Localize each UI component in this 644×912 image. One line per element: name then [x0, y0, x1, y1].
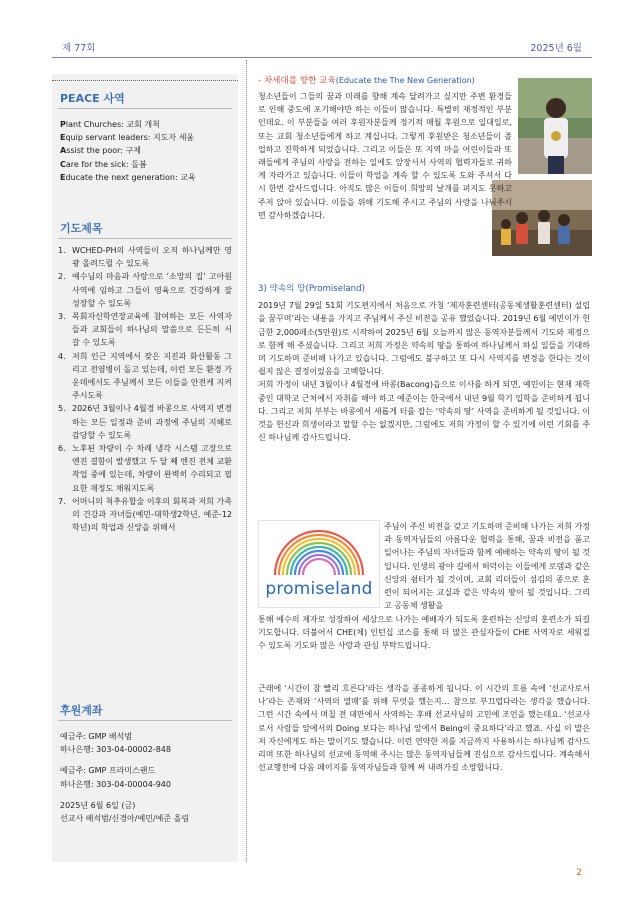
prayer-underline	[58, 238, 232, 239]
prayer-item: 3. 목회자신학연장교육에 참여하는 모든 사역자들과 교회들이 하나님의 말씀으로 든든히 서 갈 수 있도록	[58, 312, 232, 348]
land-paragraph-3-rest: 통해 예수의 제자로 성장하여 세상으로 나가는 예배자가 되도록 훈련하는 신앙의 훈련소가 되길 기도합니다. 더불어서 CHE(체) 인턴십 코스를 통해 더 많은 관심자들이 CHE 사역자로 세워질 수 있도록 기도와 많은 사랑과 관심 부탁드립니다.	[258, 615, 590, 651]
prayer-item: 5. 2026년 3월이나 4월경 바콩으로 사역지 변경하는 모든 일정과 준비 과정에 주님의 지혜로 감당할 수 있도록	[58, 404, 232, 440]
closing-paragraph: 근래에 ‘시간이 참 빨리 흐른다’라는 생각을 종종하게 됩니다. 이 시간의 흐름 속에 ‘선교사로서 나’라는 존재와 ‘사역의 열매’를 위해 무엇을 했는지… 참으로 부끄럽다라는 생각을 했습니다. 그런 시간 속에서 며칠 전 대만에서 사역하는 후배 선교사님의 고민에 조언을 했는데요. ‘선교사로서 사람들 앞에서의 Doing 보다는 하나님 앞에서 Being이 중요하다’라고 했죠. 사실 이 말은 저 자신에게도 하는 말이기도 했습니다. 이런 연약한 저를 지금까지 사용하시는 하나님께 감사드리며 또한 하나님의 선교에 동역해 주시는 많은 동역자님들께 진심으로 감사드립니다. 계속해서 선교행전에 다음 페이지를 동역자님들과 함께 써 내려가길 소망합니다.	[258, 684, 590, 773]
account-number: 하나은행: 303-04-00002-848	[60, 745, 171, 755]
prayer-item: 2. 예수님의 마음과 사랑으로 ‘소망의 집’ 고아원 사역에 임하고 그들이 영육으로 건강하게 잘 성장할 수 있도록	[58, 272, 232, 308]
signature-line: 선교사 배석범/신경아/예민/예준 올림	[60, 814, 190, 824]
closing-text	[258, 682, 590, 774]
edu-title-en: (Educate the The New Generation)	[335, 76, 475, 85]
edu-title: - 차세대를 향한 교육	[258, 76, 336, 86]
logo-wordmark: promiseland	[265, 579, 373, 599]
peace-item: Educate the next generation: 교육	[60, 172, 196, 182]
column-divider	[246, 60, 247, 862]
letter-date: 2025년 6월 6일 (금)	[60, 800, 136, 810]
header-rule	[52, 57, 592, 58]
promiseland-section	[258, 282, 590, 444]
land-paragraph-3: 주님이 주신 비전을 갖고 기도하며 준비해 나가는 저희 가정과 동역자님들의 아름다운 협력을 통해, 꿈과 비전을 품고 일어나는 주님의 자녀들과 함께 예배하는 약속의 땅이 될 것입니다. 인생의 광야 길에서 허덕이는 이들에게 로뎀과 같은 신앙의 쉼터가 될 것이며, 교회 리더들이 섬김의 종으로 훈련이 되어지는 교실과 같은 약속의 땅이 될 것입니다. 그리고 공동체 생활을	[384, 522, 590, 611]
prayer-item: 1. WCHED-PH의 사역들이 오직 하나님께만 영광 올려드릴 수 있도록	[58, 246, 232, 269]
prayer-heading: 기도제목	[60, 222, 103, 235]
prayer-item: 6. 노후된 차량이 수 차례 냉각 시스템 고장으로 엔진 결함이 발생했고 두 달 째 엔진 전체 교환 작업 중에 있는데, 차량이 완벽히 수리되고 필요한 재정도 채워지도록	[58, 444, 232, 493]
account-number: 하나은행: 303-04-00004-940	[60, 779, 171, 789]
edu-body: 청소년들이 그들의 꿈과 미래를 향해 계속 달려가고 싶지만 주변 환경들로 인해 중도에 포기해야만 하는 이들이 많습니다. 특별히 재정적인 부분인데요. 이 부분들을 여러 후원자분들께 정기적 매월 후원으로 일대일로, 또는 교회 청소년들에게 하고 계십니다. 그렇게 후원받은 청소년들이 졸업하고 진학하게 되었습니다. 그리고 이들은 또 지역 마을 어린이들과 또래들에게 주님의 사랑을 전하는 일에도 앞장서서 사역의 협력자들로 귀하게 자라가고 있습니다. 이들이 학업을 계속 할 수 있도록 도와 주셔서 다시 한번 감사드립니다. 아직도 많은 이들이 희망의 날개를 펴지도 못하고 주저 앉아 있습니다. 이들을 위해 기도해 주시고 주님의 사랑을 나눠주시면 감사하겠습니다.	[258, 92, 512, 220]
peace-item: Plant Churches: 교회 개척	[60, 120, 160, 129]
prayer-item: 7. 어머니의 척추유합술 이후의 회복과 저희 가족의 건강과 자녀들(예민-대학생2학년, 예준-12학년)의 학업과 신앙을 위해서	[58, 496, 232, 533]
peace-underline	[58, 108, 232, 109]
land-title: 3) 약속의 땅	[258, 284, 306, 294]
promiseland-title	[258, 282, 590, 296]
peace-item: Assist the poor: 구제	[60, 146, 141, 156]
promiseland-logo	[258, 520, 380, 608]
issue-number: 제 77회	[62, 43, 96, 54]
peace-item: Care for the sick: 돌봄	[60, 159, 147, 169]
edu-body-narrow	[258, 90, 512, 222]
issue-date: 2025년 6월	[530, 43, 582, 54]
peace-list	[60, 118, 232, 184]
sidebar-divider	[52, 80, 238, 81]
peace-item: Equip servant leaders: 지도자 세움	[60, 133, 195, 143]
page-number: 2	[576, 868, 582, 878]
land-wrap-text	[384, 520, 590, 612]
graduate-photo	[518, 78, 592, 174]
land-rest-text	[258, 613, 590, 653]
support-accounts	[60, 730, 232, 825]
support-underline	[58, 720, 232, 721]
land-paragraph-1: 2019년 7월 29일 51회 기도편지에서 처음으로 가칭 ‘제자훈련센터(공동체생활훈련센터) 설립을 꿈꾸며’라는 내용을 가지고 주님께서 주신 비전을 공유 했었습니다. 2019년 6월 예민이가 헌금한 2,000페소(5만원)로 시작하여 2025년 6월 오늘까지 많은 동역자분들께서 기도와 재정으로 함께 해 주셨습니다. 그리고 저희 가정은 약속의 땅을 통하여 하나님께서 하실 일들을 기대하며 기도하며 준비해 나가고 있습니다. 그럼에도 불구하고 또 다시 사역지를 변경을 한다는 것이 쉽지 않은 결정이었음을 고백합니다.	[258, 301, 590, 377]
edu-section-title	[258, 74, 590, 88]
prayer-item: 4. 저희 인근 지역에서 잦은 지진과 화산활동 그리고 전염병이 돌고 있는데, 이런 모든 환경 가운데에서도 주님께서 모든 이들을 안전케 지켜 주시도록	[58, 351, 232, 401]
main-column	[258, 74, 590, 88]
support-heading: 후원계좌	[60, 704, 103, 717]
land-title-en: (Promiseland)	[305, 284, 365, 294]
land-paragraph-2: 저희 가정이 내년 3월이나 4월경에 바콩(Bacong)읍으로 이사를 하게 되면, 예민이는 현재 재학중인 대학교 근처에서 자취를 해야 하고 예준이는 한국에서 내년 9월 학기 입학을 준비하게 됩니다. 그리고 저희 부부는 바콩에서 새롭게 터를 잡는 ‘약속의 땅’ 사역을 준비하게 될 것입니다. 이것을 헌신과 희생이라고 말할 수는 없겠지만, 그럼에도 저희 가정이 할 수 있기에 이런 기회를 주신 하나님께 감사드립니다.	[258, 380, 590, 443]
prayer-list	[58, 244, 232, 534]
account-holder: 예금주: GMP 프라미스랜드	[60, 766, 156, 776]
sidebar	[52, 74, 238, 862]
peace-heading: PEACE 사역	[60, 92, 125, 105]
page-header	[52, 38, 592, 56]
account-holder: 예금주: GMP 배석범	[60, 732, 133, 741]
